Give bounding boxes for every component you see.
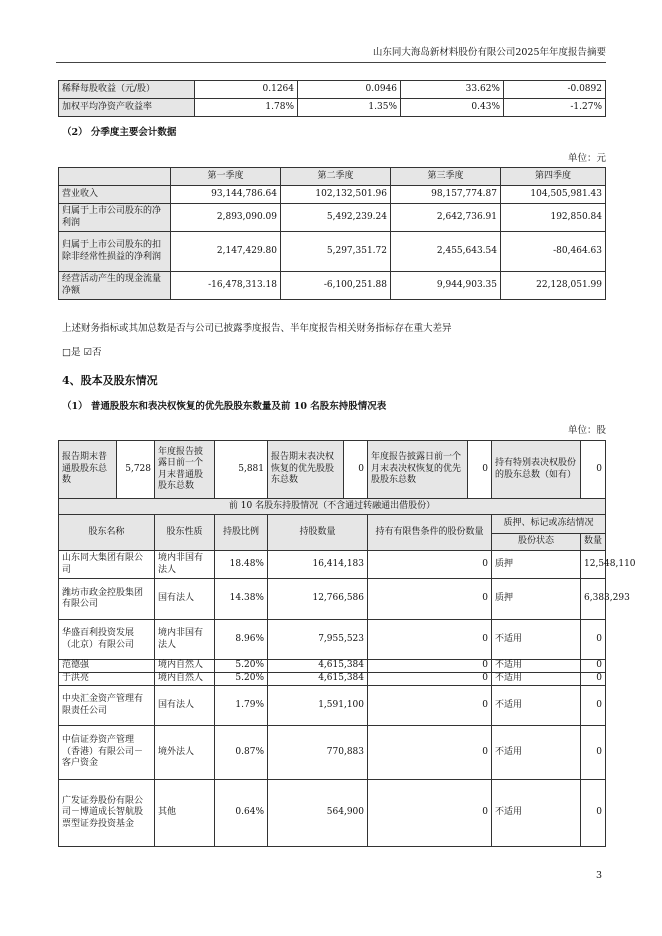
col-header: 持有有限售条件的股份数量 bbox=[368, 515, 492, 551]
holder-ratio: 8.96% bbox=[215, 620, 268, 660]
cell: 33.62% bbox=[401, 81, 504, 99]
cell: -16,478,313.18 bbox=[171, 272, 281, 300]
row-label: 归属于上市公司股东的净利润 bbox=[59, 204, 171, 232]
quarterly-table bbox=[58, 167, 606, 300]
holder-name: 广发证券股份有限公司－博道成长智航股票型证券投资基金 bbox=[59, 780, 155, 847]
holder-restricted: 0 bbox=[368, 579, 492, 620]
cell: 2,642,736.91 bbox=[391, 204, 501, 232]
holder-ratio: 1.79% bbox=[215, 686, 268, 726]
holder-restricted: 0 bbox=[368, 726, 492, 780]
col-header: 股东性质 bbox=[155, 515, 215, 551]
cell: 9,944,903.35 bbox=[391, 272, 501, 300]
top10-title: 前 10 名股东持股情况（不含通过转融通出借股份） bbox=[59, 499, 606, 515]
holder-restricted: 0 bbox=[368, 780, 492, 847]
holder-nature: 境外法人 bbox=[155, 726, 215, 780]
summary-label: 年度报告披露日前一个月末表决权恢复的优先股股东总数 bbox=[368, 441, 468, 499]
holder-qty: 12,766,586 bbox=[268, 579, 368, 620]
holder-status: 不适用 bbox=[492, 686, 581, 726]
cell: 5,492,239.24 bbox=[281, 204, 391, 232]
holder-qty: 770,883 bbox=[268, 726, 368, 780]
holder-ratio: 5.20% bbox=[215, 673, 268, 686]
holder-restricted: 0 bbox=[368, 620, 492, 660]
holder-count: 0 bbox=[581, 780, 606, 847]
holder-name: 山东同大集团有限公司 bbox=[59, 551, 155, 579]
table-row bbox=[59, 660, 606, 673]
cell: -80,464.63 bbox=[501, 232, 606, 272]
summary-label: 持有特别表决权股份的股东总数（如有） bbox=[492, 441, 581, 499]
holder-nature: 境内非国有法人 bbox=[155, 551, 215, 579]
holder-nature: 其他 bbox=[155, 780, 215, 847]
holder-restricted: 0 bbox=[368, 660, 492, 673]
holder-name: 于洪亮 bbox=[59, 673, 155, 686]
header-cell: 第四季度 bbox=[501, 168, 606, 186]
holder-status: 不适用 bbox=[492, 620, 581, 660]
summary-label: 报告期末普通股股东总数 bbox=[59, 441, 117, 499]
cell: 2,893,090.09 bbox=[171, 204, 281, 232]
holder-count: 6,383,293 bbox=[581, 579, 606, 620]
cell: 5,297,351.72 bbox=[281, 232, 391, 272]
holder-nature: 境内自然人 bbox=[155, 660, 215, 673]
holder-count: 0 bbox=[581, 686, 606, 726]
col-header: 质押、标记或冻结情况 bbox=[492, 515, 606, 534]
holder-nature: 境内自然人 bbox=[155, 673, 215, 686]
cell: 0.0946 bbox=[298, 81, 401, 99]
cell: -0.0892 bbox=[504, 81, 606, 99]
cell: 2,147,429.80 bbox=[171, 232, 281, 272]
holder-ratio: 0.64% bbox=[215, 780, 268, 847]
holder-status: 质押 bbox=[492, 579, 581, 620]
summary-label: 年度报告披露日前一个月末普通股股东总数 bbox=[155, 441, 215, 499]
holder-ratio: 18.48% bbox=[215, 551, 268, 579]
table-row bbox=[59, 579, 606, 620]
holder-count: 0 bbox=[581, 620, 606, 660]
holder-restricted: 0 bbox=[368, 686, 492, 726]
cell: 2,455,643.54 bbox=[391, 232, 501, 272]
cell: 1.78% bbox=[195, 99, 298, 117]
quarter-note: 上述财务指标或其加总数是否与公司已披露季度报告、半年度报告相关财务指标存在重大差异 bbox=[62, 323, 452, 334]
table-row bbox=[59, 726, 606, 780]
holder-ratio: 14.38% bbox=[215, 579, 268, 620]
shareholder-subtitle: （1） 普通股股东和表决权恢复的优先股股东数量及前 10 名股东持股情况表 bbox=[62, 401, 387, 412]
holder-restricted: 0 bbox=[368, 673, 492, 686]
holder-qty: 1,591,100 bbox=[268, 686, 368, 726]
row-label: 加权平均净资产收益率 bbox=[59, 99, 195, 117]
holder-ratio: 0.87% bbox=[215, 726, 268, 780]
holder-qty: 564,900 bbox=[268, 780, 368, 847]
col-header: 股份状态 bbox=[492, 534, 581, 551]
shareholder-unit: 单位：股 bbox=[567, 425, 606, 436]
holder-qty: 16,414,183 bbox=[268, 551, 368, 579]
holder-nature: 国有法人 bbox=[155, 579, 215, 620]
page-number: 3 bbox=[595, 870, 602, 881]
header-cell: 第三季度 bbox=[391, 168, 501, 186]
page-header: 山东同大海岛新材料股份有限公司2025年年度报告摘要 bbox=[56, 44, 606, 63]
holder-status: 不适用 bbox=[492, 726, 581, 780]
col-header: 持股比例 bbox=[215, 515, 268, 551]
row-label: 经营活动产生的现金流量净额 bbox=[59, 272, 171, 300]
summary-value: 5,728 bbox=[117, 441, 155, 499]
table-row bbox=[59, 551, 606, 579]
table-row bbox=[59, 673, 606, 686]
holder-status: 不适用 bbox=[492, 660, 581, 673]
holder-status: 不适用 bbox=[492, 673, 581, 686]
row-label: 稀释每股收益（元/股） bbox=[59, 81, 195, 99]
holder-count: 0 bbox=[581, 660, 606, 673]
holder-name: 中央汇金资产管理有限责任公司 bbox=[59, 686, 155, 726]
col-header: 数量 bbox=[581, 534, 606, 551]
header-cell bbox=[59, 168, 171, 186]
summary-label: 报告期末表决权恢复的优先股股东总数 bbox=[268, 441, 344, 499]
header-cell: 第一季度 bbox=[171, 168, 281, 186]
discrepancy-checkbox: □是 ☑否 bbox=[62, 347, 102, 358]
holder-name: 华盛百利投资发展（北京）有限公司 bbox=[59, 620, 155, 660]
quarter-section-title: （2） 分季度主要会计数据 bbox=[62, 127, 177, 138]
cell: 104,505,981.43 bbox=[501, 186, 606, 204]
holder-qty: 7,955,523 bbox=[268, 620, 368, 660]
holder-nature: 境内非国有法人 bbox=[155, 620, 215, 660]
holder-name: 潍坊市政金控股集团有限公司 bbox=[59, 579, 155, 620]
summary-value: 0 bbox=[344, 441, 368, 499]
holder-qty: 4,615,384 bbox=[268, 673, 368, 686]
top-indicator-table bbox=[58, 80, 606, 117]
summary-value: 5,881 bbox=[215, 441, 268, 499]
holder-count: 0 bbox=[581, 726, 606, 780]
holder-nature: 国有法人 bbox=[155, 686, 215, 726]
row-label: 归属于上市公司股东的扣除非经常性损益的净利润 bbox=[59, 232, 171, 272]
cell: 192,850.84 bbox=[501, 204, 606, 232]
shareholder-table bbox=[58, 440, 636, 847]
table-row bbox=[59, 780, 606, 847]
summary-value: 0 bbox=[468, 441, 492, 499]
cell: 93,144,786.64 bbox=[171, 186, 281, 204]
cell: 0.43% bbox=[401, 99, 504, 117]
cell: -6,100,251.88 bbox=[281, 272, 391, 300]
holder-count: 12,548,110 bbox=[581, 551, 606, 579]
cell: 98,157,774.87 bbox=[391, 186, 501, 204]
cell: 0.1264 bbox=[195, 81, 298, 99]
holder-qty: 4,615,384 bbox=[268, 660, 368, 673]
holder-name: 范德强 bbox=[59, 660, 155, 673]
col-header: 股东名称 bbox=[59, 515, 155, 551]
row-label: 营业收入 bbox=[59, 186, 171, 204]
cell: -1.27% bbox=[504, 99, 606, 117]
holder-status: 质押 bbox=[492, 551, 581, 579]
cell: 102,132,501.96 bbox=[281, 186, 391, 204]
header-cell: 第二季度 bbox=[281, 168, 391, 186]
table-row bbox=[59, 686, 606, 726]
holder-status: 不适用 bbox=[492, 780, 581, 847]
table-row bbox=[59, 620, 606, 660]
holder-count: 0 bbox=[581, 673, 606, 686]
cell: 1.35% bbox=[298, 99, 401, 117]
holder-name: 中信证券资产管理（香港）有限公司－客户资金 bbox=[59, 726, 155, 780]
holder-ratio: 5.20% bbox=[215, 660, 268, 673]
col-header: 持股数量 bbox=[268, 515, 368, 551]
holder-restricted: 0 bbox=[368, 551, 492, 579]
summary-value: 0 bbox=[581, 441, 606, 499]
section-title: 4、股本及股东情况 bbox=[62, 374, 158, 387]
quarter-unit: 单位：元 bbox=[567, 153, 606, 164]
cell: 22,128,051.99 bbox=[501, 272, 606, 300]
